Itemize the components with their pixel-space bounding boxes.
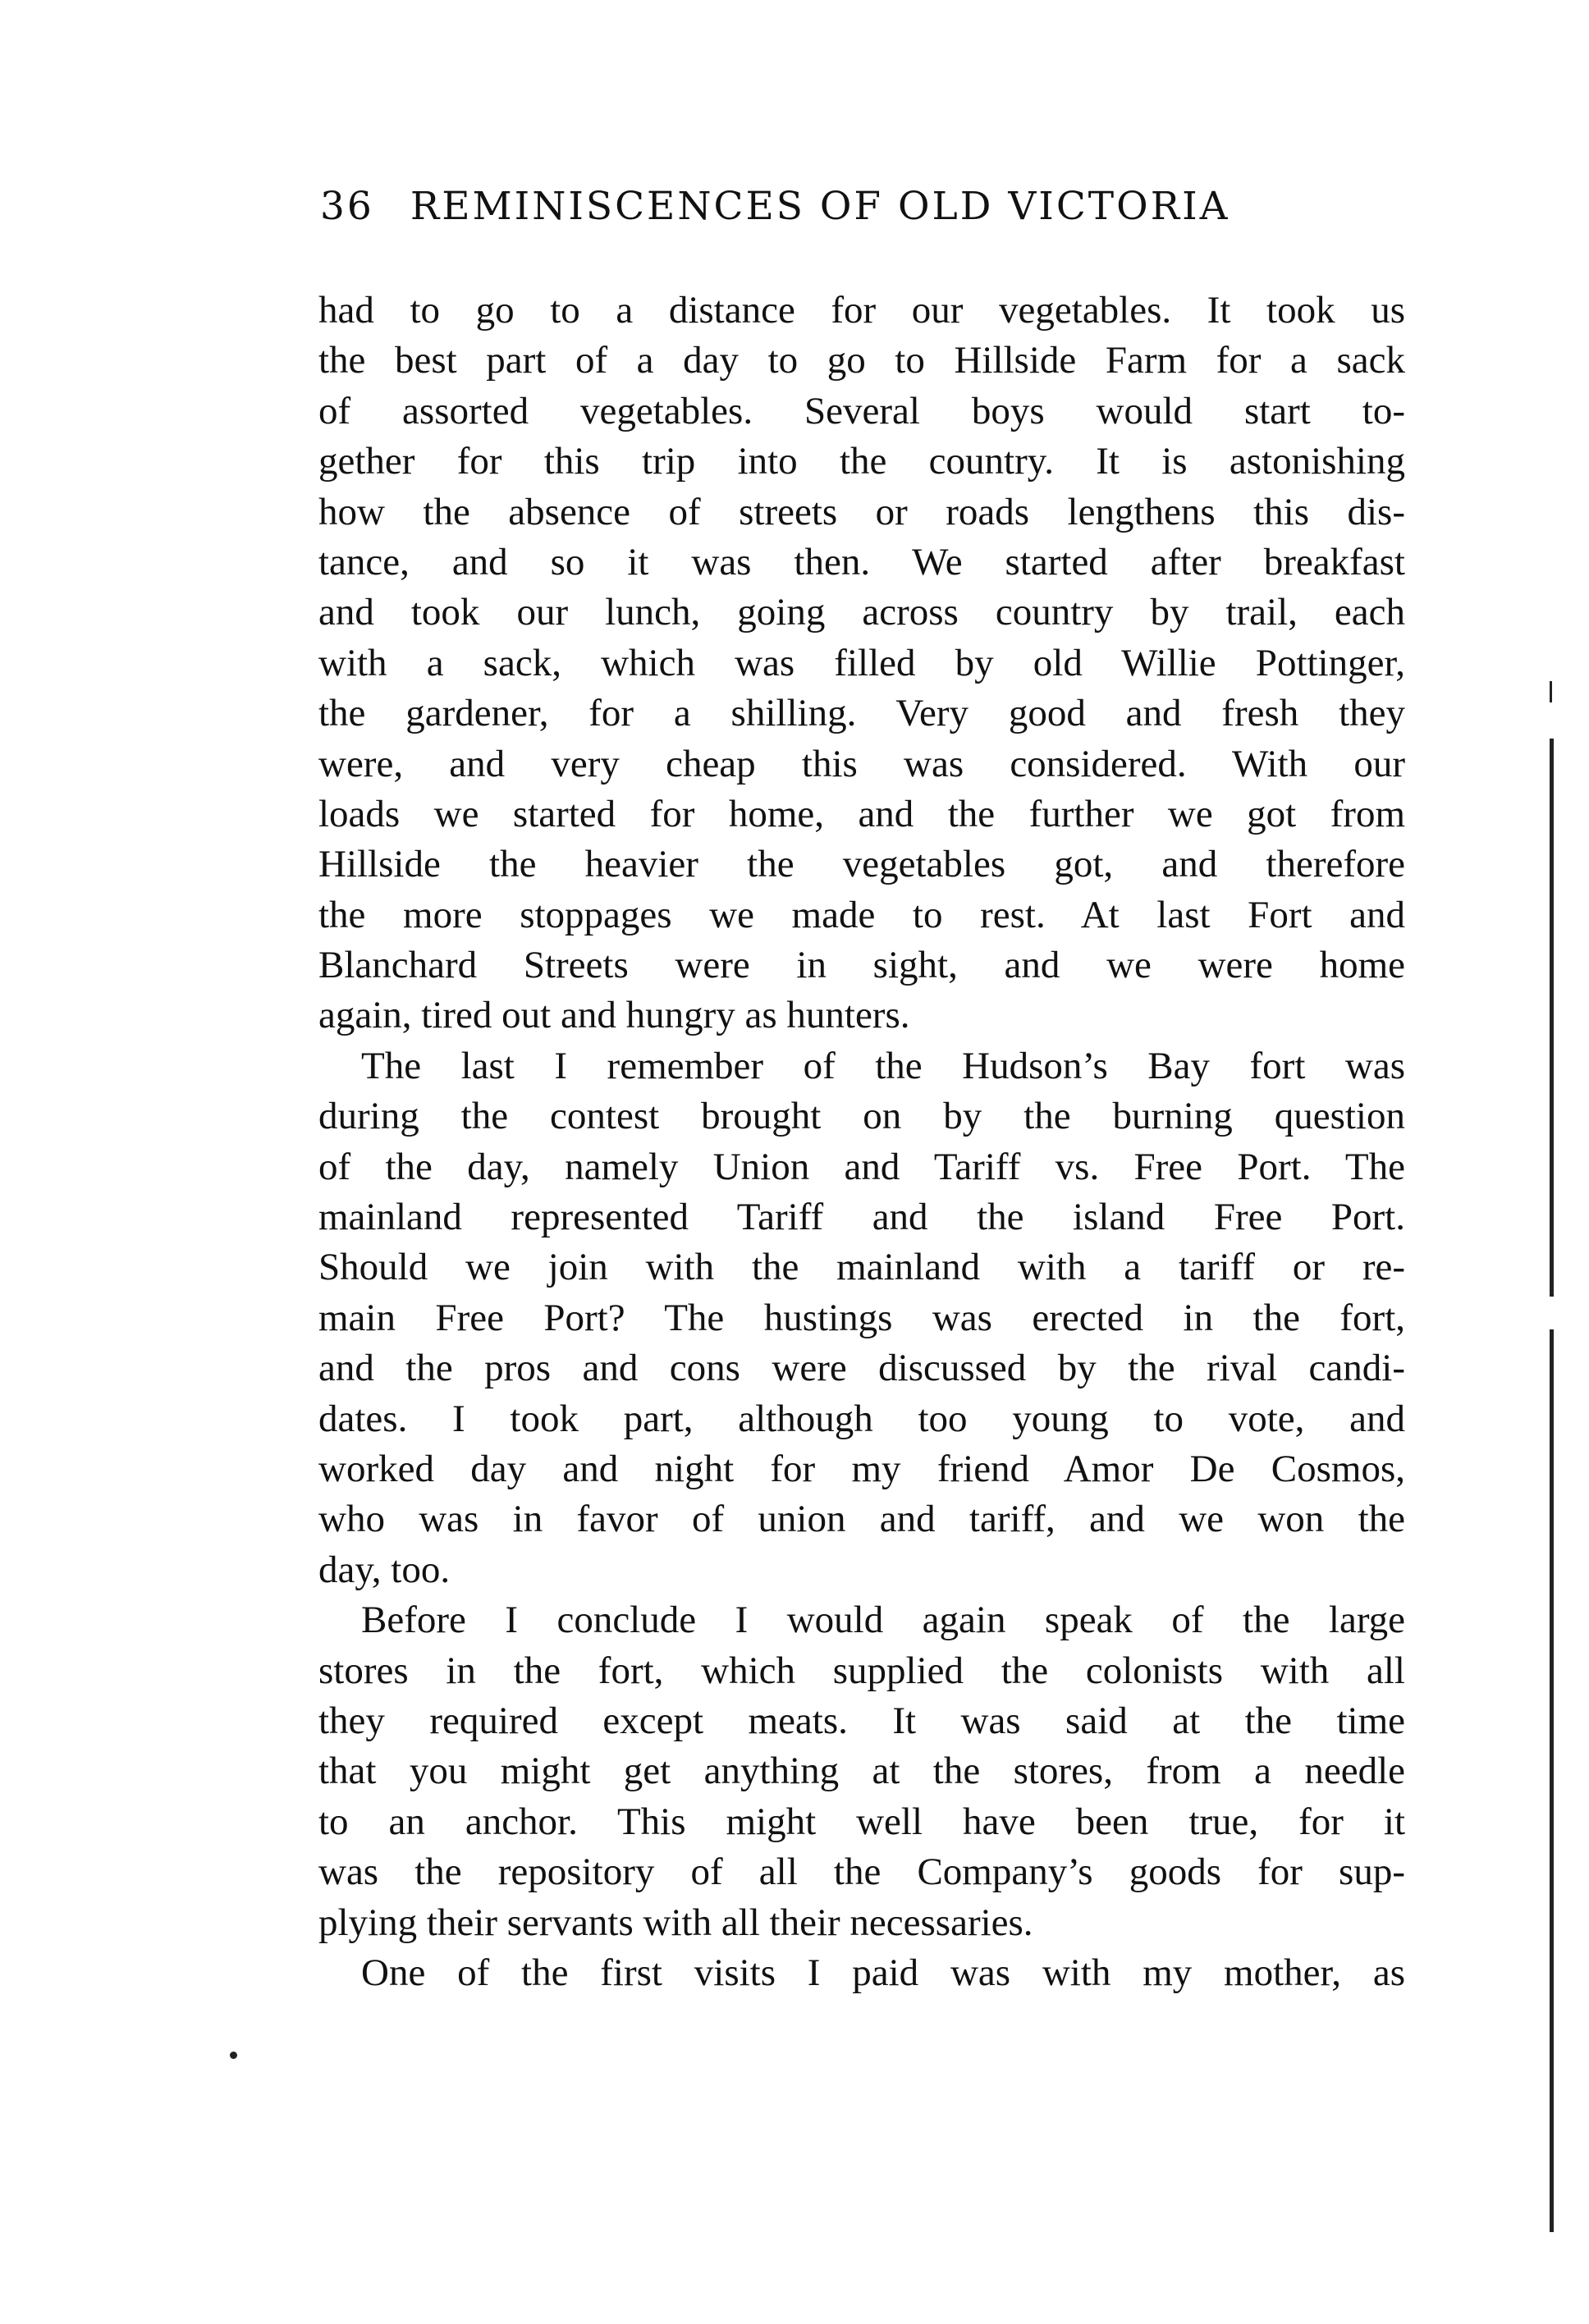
text-line: tance, and so it was then. We started after breakfast bbox=[318, 540, 1405, 583]
text-line: the more stoppages we made to rest. At last Fort and bbox=[318, 893, 1405, 936]
running-header bbox=[320, 182, 1321, 231]
text-line: during the contest brought on by the burning question bbox=[318, 1095, 1405, 1138]
text-line: Blanchard Streets were in sight, and we were home bbox=[318, 944, 1405, 987]
text-line: loads we started for home, and the further we got from bbox=[318, 792, 1405, 835]
page-number: 36 bbox=[320, 184, 374, 229]
text-line: main Free Port? The hustings was erected in the fort, bbox=[318, 1296, 1405, 1339]
text-line: that you might get anything at the stores, from a needle bbox=[318, 1750, 1405, 1793]
text-line: The last I remember of the Hudson’s Bay fort was bbox=[361, 1044, 1405, 1087]
page-edge-mark bbox=[1550, 681, 1552, 702]
text-line: Should we join with the mainland with a tariff or re- bbox=[318, 1246, 1405, 1289]
text-line: day, too. bbox=[318, 1548, 451, 1591]
page-edge-mark bbox=[1550, 1329, 1554, 2232]
text-line: of the day, namely Union and Tariff vs. Free Port. The bbox=[318, 1145, 1405, 1188]
text-line: with a sack, which was filled by old Willie Pottinger, bbox=[318, 641, 1405, 684]
text-line: who was in favor of union and tariff, and we won the bbox=[318, 1498, 1405, 1541]
running-title: REMINISCENCES OF OLD VICTORIA bbox=[410, 184, 1230, 229]
text-line: plying their servants with all their necessaries. bbox=[318, 1901, 1033, 1944]
text-line: was the repository of all the Company’s goods for sup- bbox=[318, 1851, 1405, 1894]
text-line: Hillside the heavier the vegetables got, and therefore bbox=[318, 843, 1405, 886]
page-edge-mark bbox=[1550, 739, 1554, 1297]
stray-mark bbox=[230, 2052, 237, 2059]
text-line: worked day and night for my friend Amor De Cosmos, bbox=[318, 1447, 1405, 1490]
text-line: One of the first visits I paid was with my mother, as bbox=[361, 1951, 1405, 1994]
text-line: of assorted vegetables. Several boys would start to- bbox=[318, 389, 1405, 432]
text-line: and the pros and cons were discussed by the rival candi- bbox=[318, 1347, 1405, 1390]
text-line: and took our lunch, going across country by trail, each bbox=[318, 591, 1405, 634]
body-text bbox=[318, 286, 1405, 1998]
text-line: mainland represented Tariff and the island Free Port. bbox=[318, 1196, 1405, 1239]
text-line: to an anchor. This might well have been true, for it bbox=[318, 1800, 1405, 1843]
text-line: how the absence of streets or roads lengthens this dis- bbox=[318, 490, 1405, 533]
text-line: again, tired out and hungry as hunters. bbox=[318, 994, 910, 1037]
text-line: stores in the fort, which supplied the colonists with all bbox=[318, 1649, 1405, 1692]
text-line: the best part of a day to go to Hillside Farm for a sack bbox=[318, 339, 1405, 382]
text-line: they required except meats. It was said at the time bbox=[318, 1699, 1405, 1742]
text-line: dates. I took part, although too young to vote, and bbox=[318, 1397, 1405, 1440]
text-line: had to go to a distance for our vegetables. It took us bbox=[318, 289, 1405, 332]
text-line: gether for this trip into the country. It is astonishing bbox=[318, 440, 1405, 483]
text-line: were, and very cheap this was considered. With our bbox=[318, 742, 1405, 785]
text-line: the gardener, for a shilling. Very good and fresh they bbox=[318, 692, 1405, 735]
text-line: Before I conclude I would again speak of the large bbox=[361, 1599, 1405, 1642]
